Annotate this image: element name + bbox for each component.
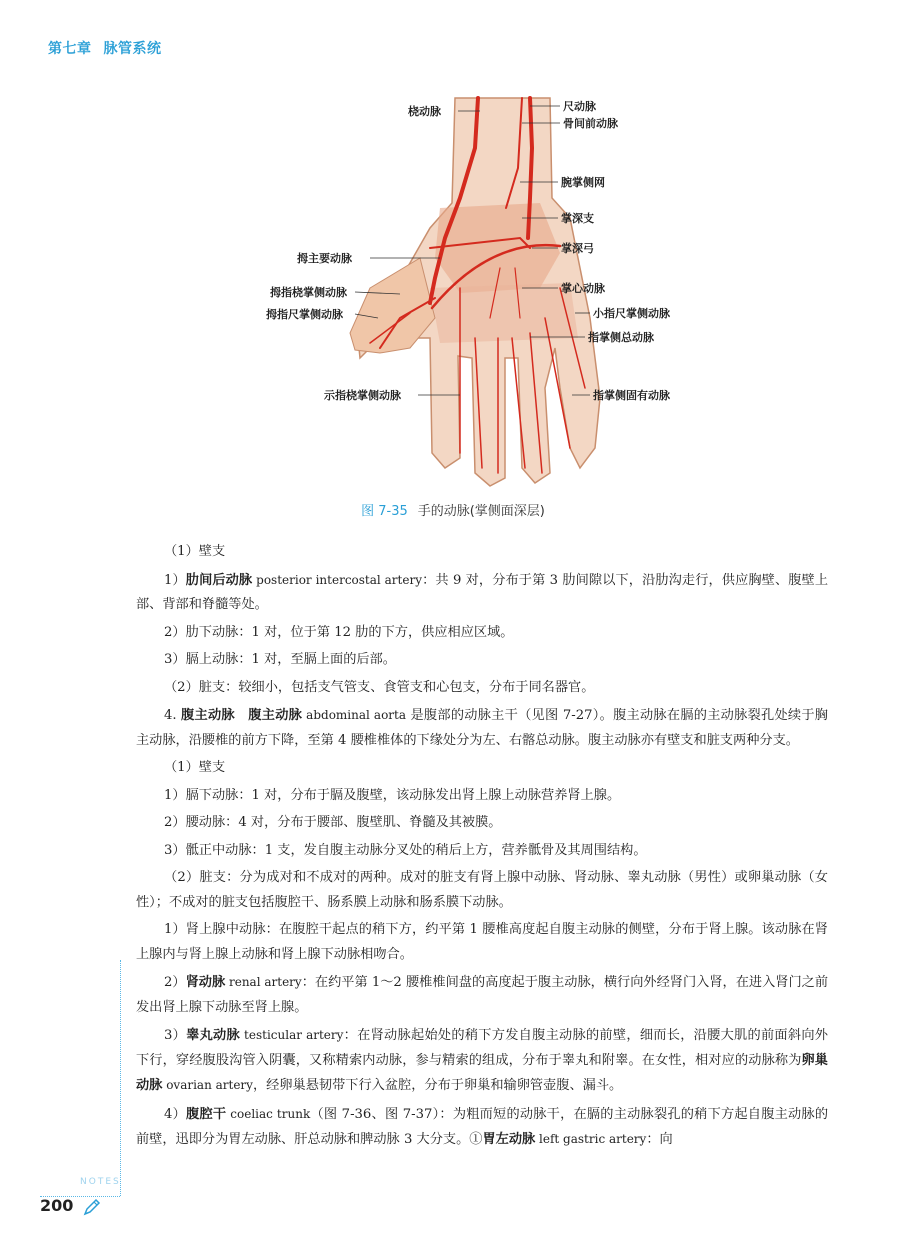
paragraph-text: （2）脏支：分为成对和不成对的两种。成对的脏支有肾上腺中动脉、肾动脉、睾丸动脉（男性）或卵巢动脉（女性）；不成对的脏支包括腹腔干、肠系膜上动脉和肠系膜下动脉。 [136,870,828,910]
paragraph-text: （2）脏支：较细小，包括支气管支、食管支和心包支，分布于同名器官。 [164,679,595,695]
paragraph-text: 是腹部的动脉主干（见图 7-27）。腹主动脉在膈的主动脉裂孔处续于胸主动脉，沿腰椎的前方下降，至第 4 腰椎椎体的下缘处分为左、右髂总动脉。腹主动脉亦有壁支和脏支两种分支。 [136,708,828,748]
paragraph [136,648,828,673]
paragraph-text: 2）肋下动脉：1 对，位于第 12 肋的下方，供应相应区域。 [164,624,514,640]
notes-label: NOTES [80,1177,121,1187]
english-term: testicular artery [239,1028,344,1042]
paragraph-text: ：共 9 对，分布于第 3 肋间隙以下，沿肋沟走行，供应胸壁、腹壁上部、背部和脊髓等处。 [136,572,829,612]
label-ulnar-artery: 尺动脉 [563,100,596,113]
term: 睾丸动脉 [186,1028,240,1043]
label-radial-palmar-index-artery: 示指桡掌侧动脉 [324,389,401,402]
label-radial-artery: 桡动脉 [408,105,441,118]
paragraph [136,811,828,836]
english-term: posterior intercostal artery [252,572,422,587]
paragraph [136,568,828,618]
paragraph-text: 2） [164,975,186,990]
paragraph-text: ：在肾动脉起始处的稍下方发自腹主动脉的前壁，细而长，沿腰大肌的前面斜向外下行，穿经腹股沟管入阴囊，又称精索内动脉，参与精索的组成，分布于睾丸和附睾。在女性，相对应的动脉称为 [136,1028,828,1068]
english-term: coeliac trunk [226,1106,311,1121]
label-proper-palmar-digital-artery: 指掌侧固有动脉 [593,389,670,402]
english-term: abdominal aorta [302,708,407,722]
pencil-icon [82,1197,102,1217]
label-deep-palmar-branch: 掌深支 [561,212,594,225]
figure-title: 手的动脉(掌侧面深层) [417,504,545,519]
paragraph [136,540,828,565]
term: 卵巢动脉 [136,1052,828,1093]
paragraph [136,756,828,781]
paragraph [136,866,828,915]
label-princeps-pollicis-artery: 拇主要动脉 [297,252,352,265]
paragraph-text: 4. [164,708,182,723]
paragraph-text: （1）壁支 [164,760,226,775]
term: 胃左动脉 [482,1132,536,1147]
paragraph-text: （图 7-36、图 7-37）：为粗而短的动脉干，在膈的主动脉裂孔的稍下方起自腹主动脉的前壁，迅即分为胃左动脉、肝总动脉和脾动脉 3 大分支。① [136,1106,829,1147]
paragraph-text: 1） [164,572,186,588]
paragraph-text: 2）腰动脉：4 对，分布于腰部、腹壁肌、脊髓及其被膜。 [164,815,502,830]
label-ulnar-palmar-little-finger-artery: 小指尺掌侧动脉 [593,307,670,320]
term: 肋间后动脉 [185,572,253,588]
hand-artery-figure [260,88,690,488]
english-term: renal artery [225,975,302,989]
paragraph [136,1102,828,1153]
paragraph [136,676,828,701]
english-term: left gastric artery [535,1132,647,1146]
english-term: ovarian artery [162,1078,253,1092]
term: 肾动脉 [185,975,226,990]
label-palmar-carpal-network: 腕掌侧网 [561,176,605,189]
paragraph-text: （1）壁支 [164,544,226,559]
label-ulnar-palmar-thumb-artery: 拇指尺掌侧动脉 [266,308,343,321]
hand-illustration [260,88,690,488]
label-common-palmar-digital-artery: 指掌侧总动脉 [588,331,654,344]
figure-caption [0,500,906,519]
paragraph [136,1023,828,1099]
paragraph-text: 1）肾上腺中动脉：在腹腔干起点的稍下方，约平第 1 腰椎高度起自腹主动脉的侧壁，分布于肾上腺。该动脉在肾上腺内与肾上腺上动脉和肾上腺下动脉相吻合。 [136,922,828,962]
paragraph-text: 3）骶正中动脉：1 支，发自腹主动脉分叉处的稍后上方，营养骶骨及其周围结构。 [164,842,647,858]
notes-margin-rule [120,960,121,1196]
paragraph-text: ：在约平第 1～2 腰椎椎间盘的高度起于腹主动脉，横行向外经肾门入肾，在进入肾门之前发出肾上腺下动脉至肾上腺。 [136,975,829,1015]
page-number: 200 [40,1196,74,1215]
paragraph-text: 3） [164,1028,187,1043]
figure-number: 图 7-35 [361,504,408,519]
chapter-title: 脉管系统 [103,41,162,57]
paragraph [136,839,828,864]
paragraph [136,918,828,967]
label-radial-palmar-thumb-artery: 拇指桡掌侧动脉 [270,286,347,299]
paragraph [136,703,828,753]
paragraph-text: ：向 [646,1132,673,1147]
paragraph [136,970,828,1020]
term: 腹主动脉 腹主动脉 [181,708,303,723]
paragraph-text: 1）膈下动脉：1 对，分布于膈及腹壁，该动脉发出肾上腺上动脉营养肾上腺。 [164,787,621,803]
paragraph [136,621,828,646]
term: 腹腔干 [186,1106,227,1122]
chapter-header [48,38,174,58]
label-anterior-interosseous-artery: 骨间前动脉 [563,117,618,130]
paragraph [136,784,828,809]
chapter-number: 第七章 [48,41,92,57]
label-deep-palmar-arch: 掌深弓 [561,242,594,255]
paragraph-text: 4） [164,1106,187,1122]
paragraph-text: 3）膈上动脉：1 对，至膈上面的后部。 [164,652,396,667]
label-palmar-metacarpal-artery: 掌心动脉 [561,282,605,295]
paragraph-text: ，经卵巢悬韧带下行入盆腔，分布于卵巢和输卵管壶腹、漏斗。 [252,1078,623,1093]
body-text [136,540,828,1156]
